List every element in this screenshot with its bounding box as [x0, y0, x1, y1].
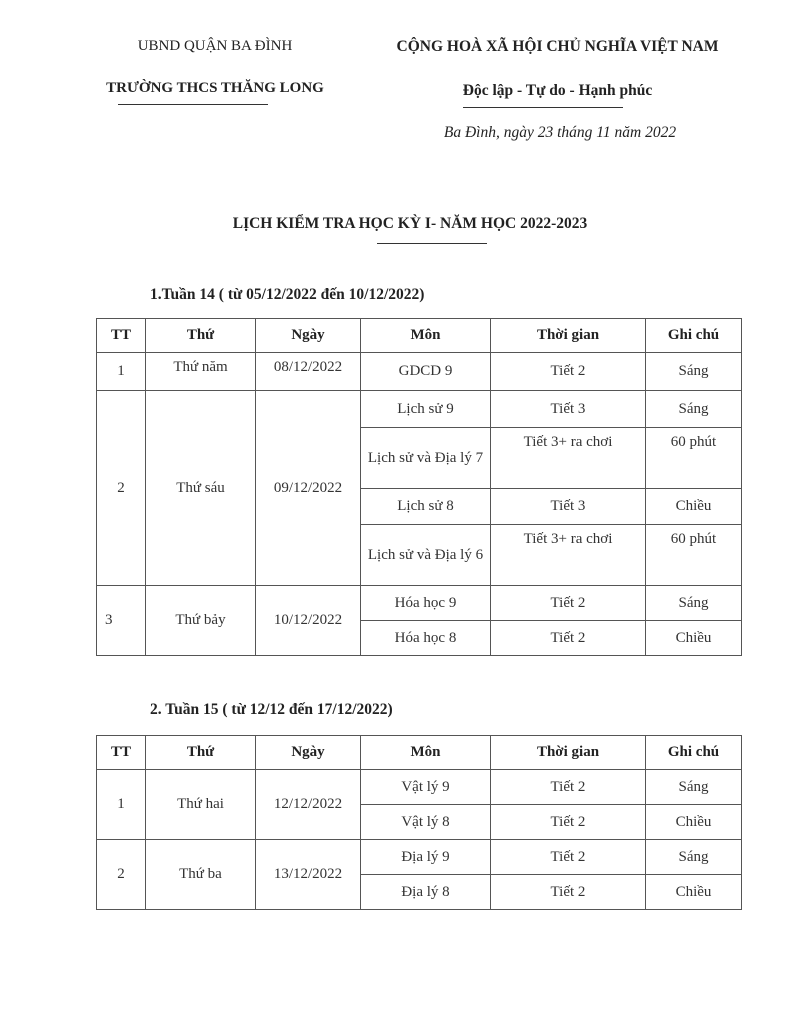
- note-cell: 60 phút: [646, 525, 742, 586]
- week15-heading: 2. Tuần 15 ( từ 12/12 đến 17/12/2022): [150, 701, 393, 718]
- time-cell: Tiết 3+ ra chơi: [491, 428, 646, 489]
- date-cell: 12/12/2022: [256, 770, 361, 840]
- time-cell: Tiết 2: [491, 586, 646, 621]
- time-cell: Tiết 2: [491, 621, 646, 656]
- subject-cell: Vật lý 8: [361, 805, 491, 840]
- note-cell: Sáng: [646, 770, 742, 805]
- time-cell: Tiết 2: [491, 805, 646, 840]
- subject-cell: Địa lý 8: [361, 875, 491, 910]
- day-cell: Thứ sáu: [146, 391, 256, 586]
- header-row: [97, 319, 742, 353]
- time-cell: Tiết 2: [491, 875, 646, 910]
- column-header: Ghi chú: [646, 319, 742, 353]
- time-cell: Tiết 3: [491, 489, 646, 525]
- day-cell: Thứ hai: [146, 770, 256, 840]
- agency-name: UBND QUẬN BA ĐÌNH: [137, 38, 293, 54]
- day-cell: Thứ năm: [146, 353, 256, 391]
- note-cell: Sáng: [646, 840, 742, 875]
- date-cell: 08/12/2022: [256, 353, 361, 391]
- subject-cell: Lịch sử 8: [361, 489, 491, 525]
- time-cell: Tiết 3+ ra chơi: [491, 525, 646, 586]
- column-header: Thứ: [146, 736, 256, 770]
- note-cell: Chiều: [646, 621, 742, 656]
- table-row: [97, 391, 742, 428]
- week14-heading: 1.Tuần 14 ( từ 05/12/2022 đến 10/12/2022): [150, 286, 425, 303]
- table-row: [97, 840, 742, 875]
- column-header: Môn: [361, 319, 491, 353]
- subject-cell: Lịch sử và Địa lý 6: [361, 525, 491, 586]
- date-cell: 09/12/2022: [256, 391, 361, 586]
- column-header: Ghi chú: [646, 736, 742, 770]
- date-line: Ba Đình, ngày 23 tháng 11 năm 2022: [443, 124, 677, 141]
- subject-cell: Địa lý 9: [361, 840, 491, 875]
- note-cell: Chiều: [646, 805, 742, 840]
- note-cell: Sáng: [646, 391, 742, 428]
- subject-cell: GDCD 9: [361, 353, 491, 391]
- tt-cell: 1: [97, 353, 146, 391]
- tt-cell: 1: [97, 770, 146, 840]
- time-cell: Tiết 2: [491, 770, 646, 805]
- column-header: TT: [97, 736, 146, 770]
- table-row: [97, 586, 742, 621]
- time-cell: Tiết 3: [491, 391, 646, 428]
- title-underline: [377, 243, 487, 244]
- day-cell: Thứ ba: [146, 840, 256, 910]
- note-cell: 60 phút: [646, 428, 742, 489]
- tt-cell: 2: [97, 391, 146, 586]
- column-header: TT: [97, 319, 146, 353]
- column-header: Thứ: [146, 319, 256, 353]
- note-cell: Chiều: [646, 489, 742, 525]
- nation-name: CỘNG HOÀ XÃ HỘI CHỦ NGHĨA VIỆT NAM: [396, 38, 719, 55]
- column-header: Thời gian: [491, 319, 646, 353]
- motto: Độc lập - Tự do - Hạnh phúc: [462, 82, 653, 99]
- subject-cell: Vật lý 9: [361, 770, 491, 805]
- week14-table: [96, 318, 742, 656]
- date-cell: 10/12/2022: [256, 586, 361, 656]
- time-cell: Tiết 2: [491, 840, 646, 875]
- note-cell: Chiều: [646, 875, 742, 910]
- document-title: LỊCH KIỂM TRA HỌC KỲ I- NĂM HỌC 2022-2023: [232, 215, 588, 232]
- column-header: Ngày: [256, 736, 361, 770]
- tt-cell: 3: [97, 586, 146, 656]
- date-cell: 13/12/2022: [256, 840, 361, 910]
- column-header: Ngày: [256, 319, 361, 353]
- subject-cell: Hóa học 9: [361, 586, 491, 621]
- column-header: Thời gian: [491, 736, 646, 770]
- note-cell: Sáng: [646, 353, 742, 391]
- note-cell: Sáng: [646, 586, 742, 621]
- day-cell: Thứ bảy: [146, 586, 256, 656]
- subject-cell: Hóa học 8: [361, 621, 491, 656]
- subject-cell: Lịch sử 9: [361, 391, 491, 428]
- tt-cell: 2: [97, 840, 146, 910]
- school-underline: [118, 104, 268, 105]
- motto-underline: [463, 107, 623, 108]
- table-row: [97, 353, 742, 391]
- column-header: Môn: [361, 736, 491, 770]
- week15-table: [96, 735, 742, 910]
- subject-cell: Lịch sử và Địa lý 7: [361, 428, 491, 489]
- time-cell: Tiết 2: [491, 353, 646, 391]
- header-row: [97, 736, 742, 770]
- table-row: [97, 770, 742, 805]
- school-name: TRƯỜNG THCS THĂNG LONG: [106, 80, 324, 96]
